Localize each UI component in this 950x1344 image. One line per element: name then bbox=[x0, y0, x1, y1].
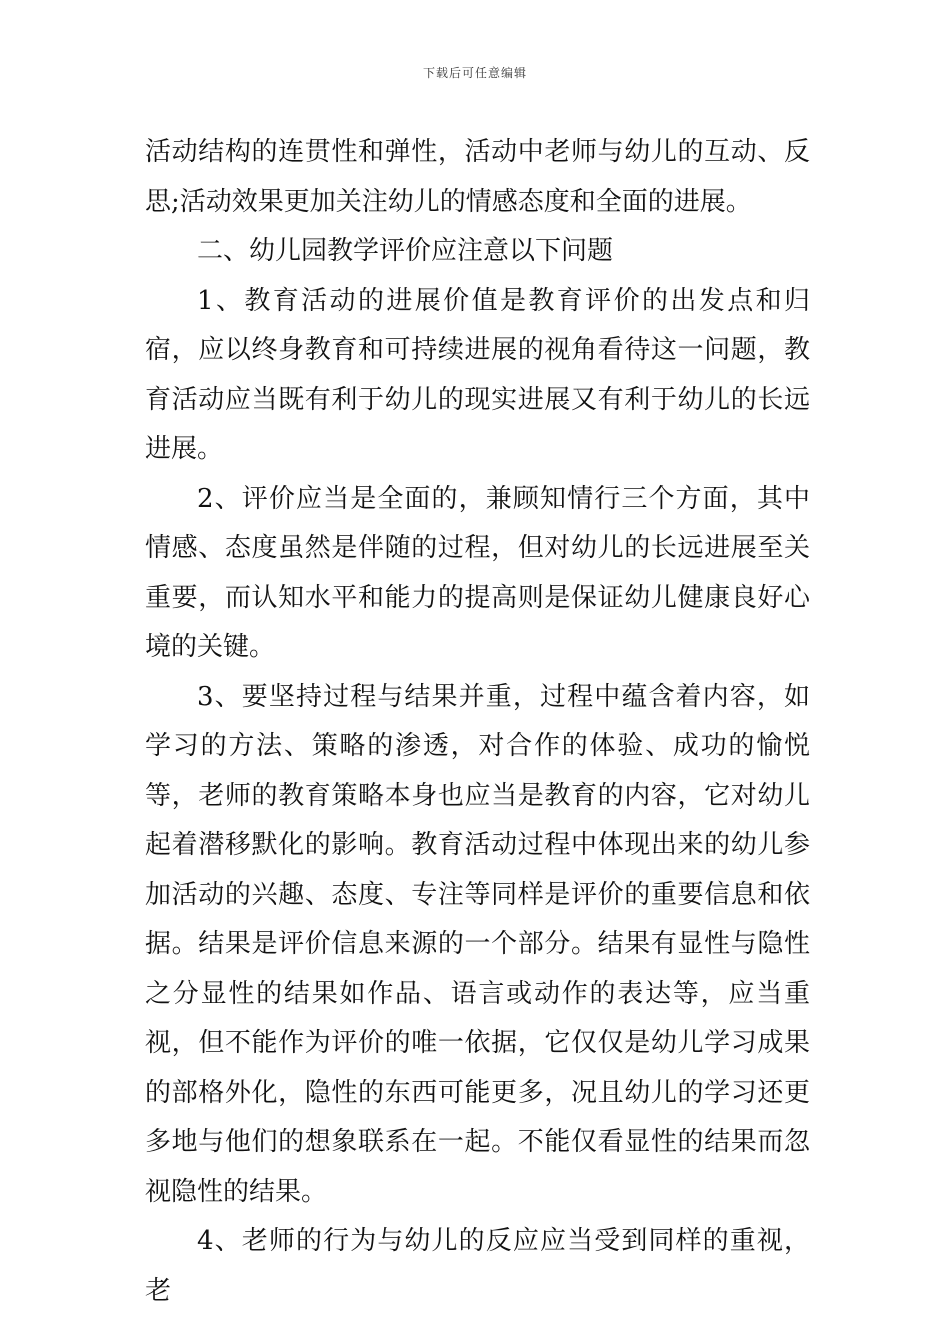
section-heading: 二、幼儿园教学评价应注意以下问题 bbox=[197, 236, 614, 266]
paragraph-item-4: 4、老师的行为与幼儿的反应应当受到同样的重视，老 bbox=[145, 1226, 810, 1306]
page-header: 下载后可任意编辑 bbox=[422, 66, 527, 80]
paragraph-continuation: 活动结构的连贯性和弹性，活动中老师与幼儿的互动、反思;活动效果更加关注幼儿的情感态度和全面的进展。 bbox=[145, 137, 810, 217]
document-body bbox=[145, 128, 810, 1316]
paragraph-item-3: 3、要坚持过程与结果并重，过程中蕴含着内容，如学习的方法、策略的渗透，对合作的体验、成功的愉悦等，老师的教育策略本身也应当是教育的内容，它对幼儿起着潜移默化的影响。教育活动过程中体现出来的幼儿参加活动的兴趣、态度、专注等同样是评价的重要信息和依据。结果是评价信息来源的一个部分。结果有显性与隐性之分显性的结果如作品、语言或动作的表达等，应当重视，但不能作为评价的唯一依据，它仅仅是幼儿学习成果的部格外化，隐性的东西可能更多，况且幼儿的学习还更多地与他们的想象联系在一起。不能仅看显性的结果而忽视隐性的结果。 bbox=[145, 681, 810, 1207]
paragraph-item-1: 1、教育活动的进展价值是教育评价的出发点和归宿，应以终身教育和可持续进展的视角看待这一问题，教育活动应当既有利于幼儿的现实进展又有利于幼儿的长远进展。 bbox=[145, 285, 810, 464]
paragraph-item-2: 2、评价应当是全面的，兼顾知情行三个方面，其中情感、态度虽然是伴随的过程，但对幼儿的长远进展至关重要，而认知水平和能力的提高则是保证幼儿健康良好心境的关键。 bbox=[145, 483, 810, 662]
